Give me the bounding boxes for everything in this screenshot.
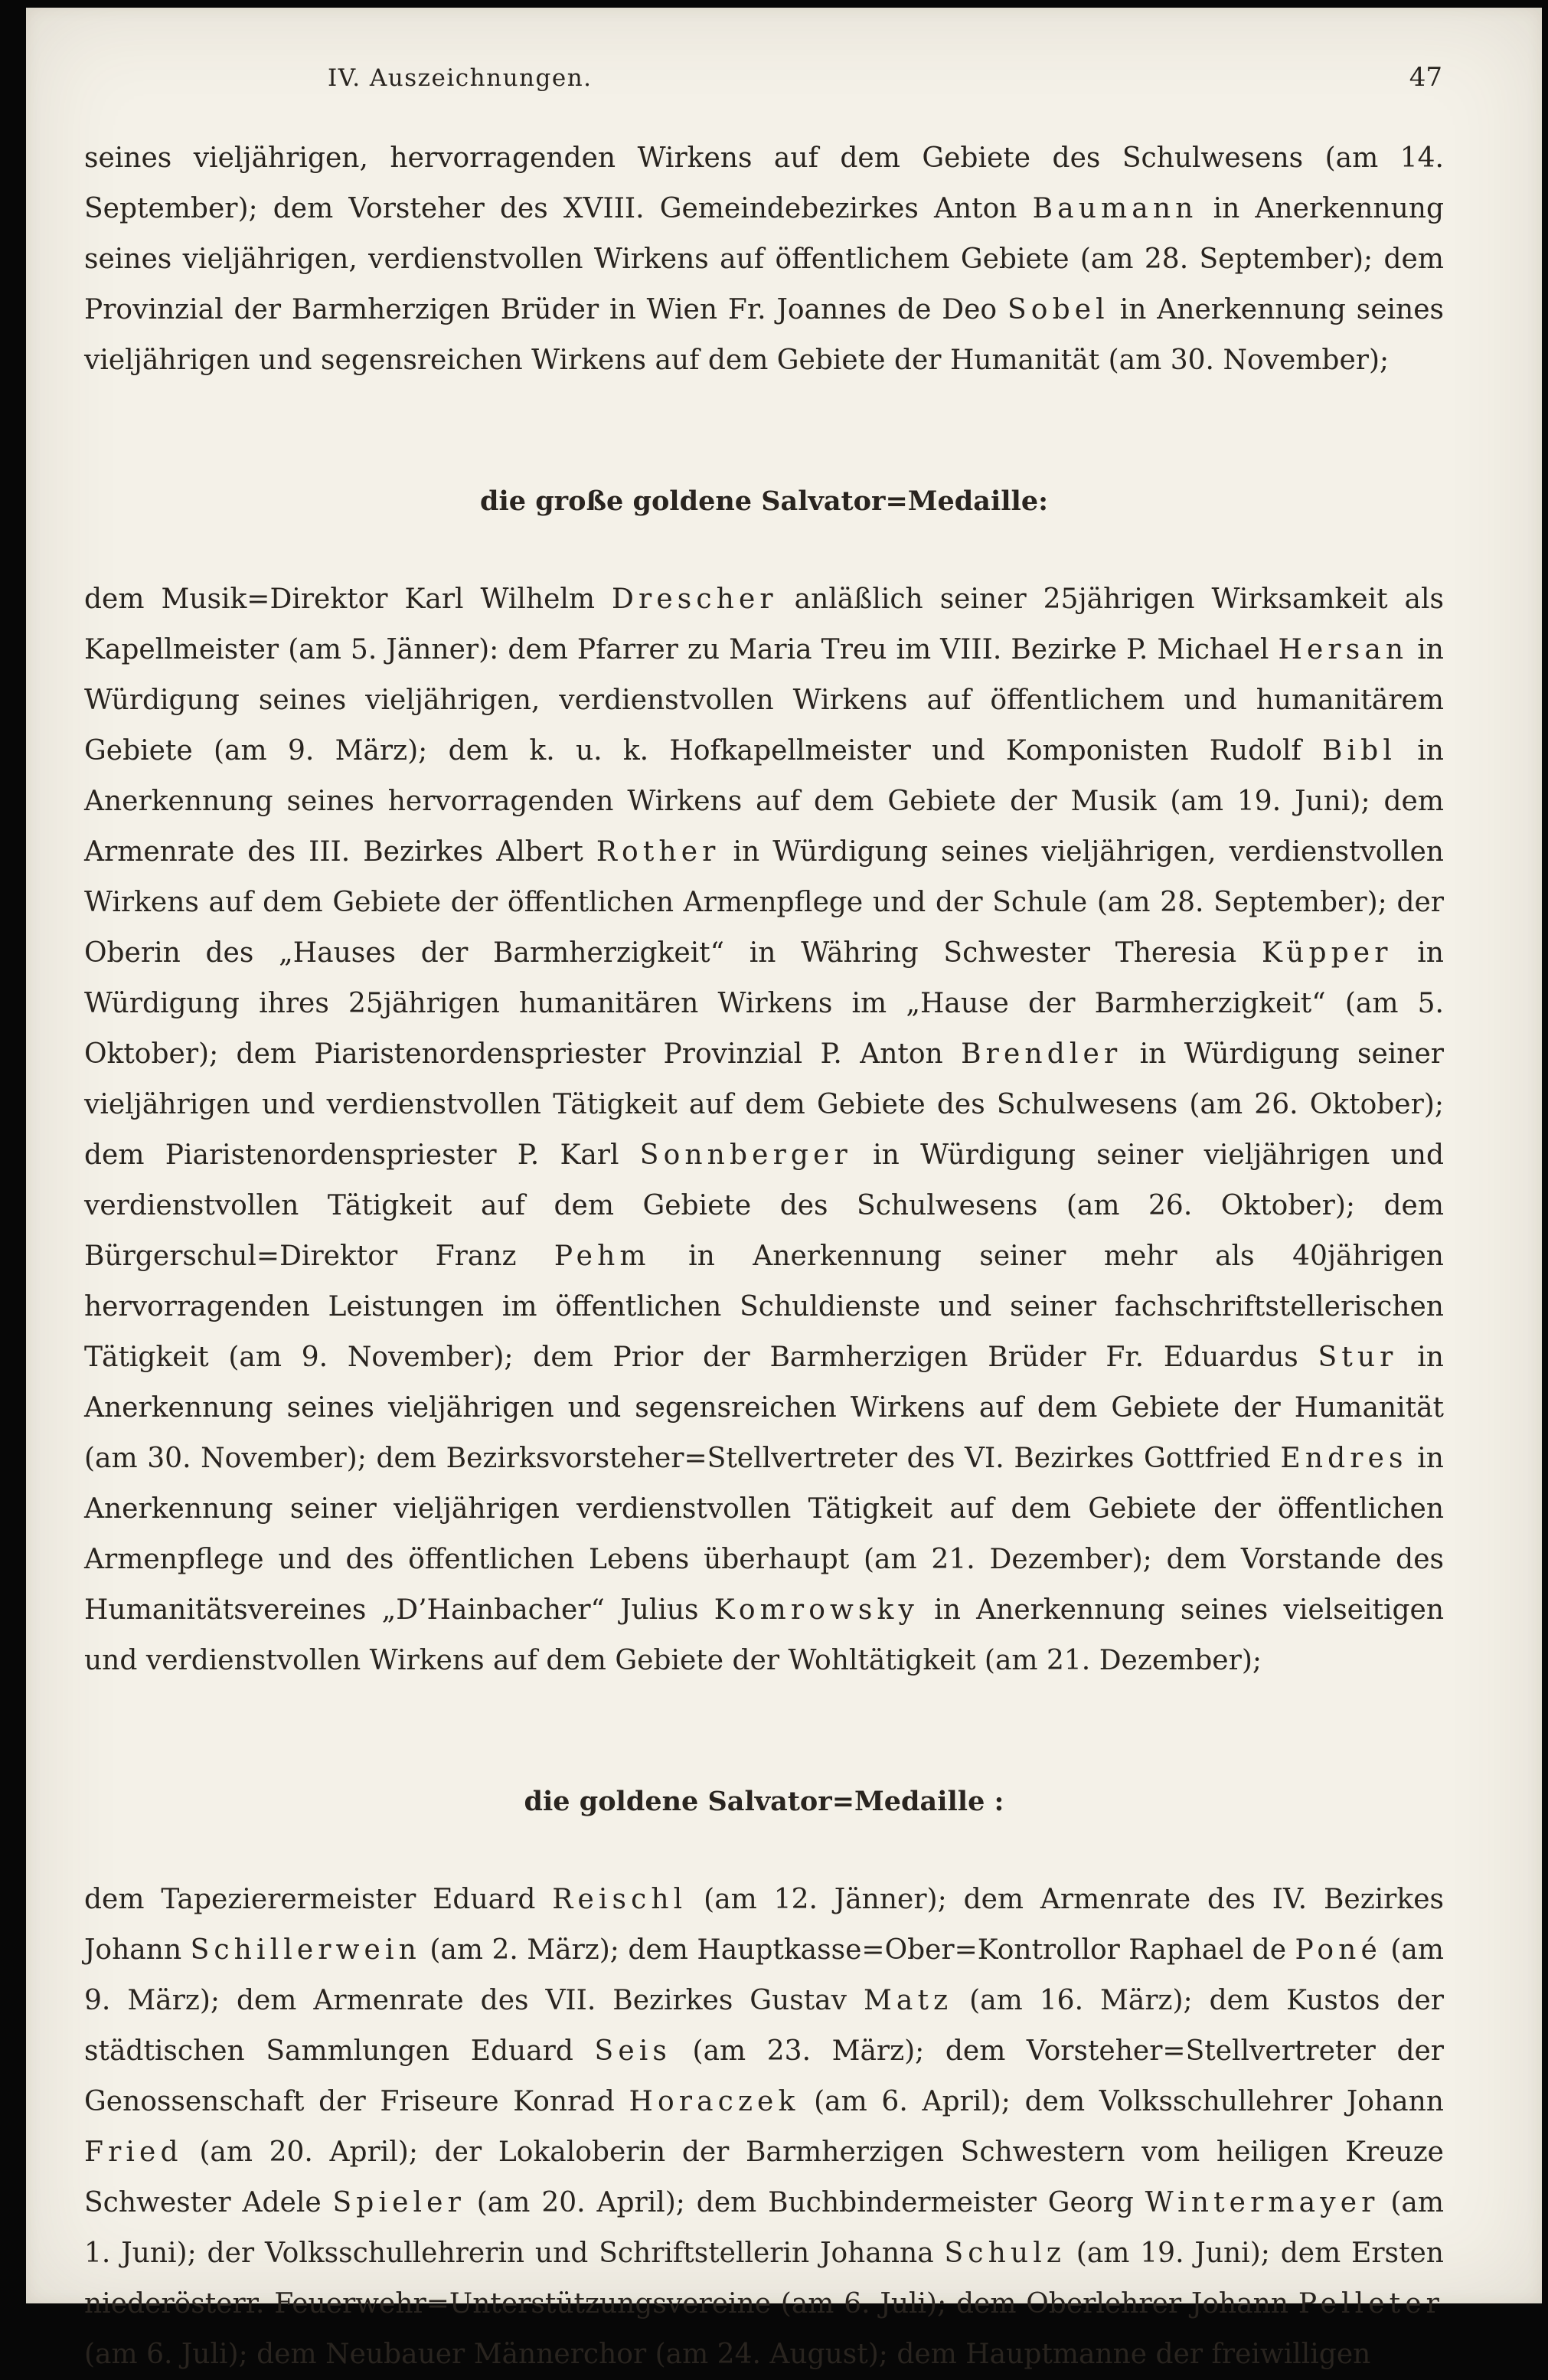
paragraph-text: dem Musik=Direktor Karl Wilhelm (84, 584, 612, 615)
paragraph-text: (am 6. April); dem Volksschullehrer Johann (799, 2086, 1444, 2117)
person-name: Schillerwein (190, 1934, 421, 1966)
person-name: Baumann (1032, 193, 1198, 224)
person-name: Sonnberger (639, 1139, 852, 1171)
paragraph-text: in Würdigung seiner vieljährigen und verdienstvollen Tätigkeit auf dem Gebiete des Schulwesens (am 26. Oktober); dem Bürgerschul=Direktor Franz (84, 1139, 1444, 1272)
paragraph (84, 1875, 1444, 2380)
paragraph-text: (am 9. März); dem Armenrate des VII. Bezirkes Gustav (84, 1934, 1444, 2016)
paragraph-text: (am 19. Juni); dem Ersten niederösterr. Feuerwehr=Unterstützungsvereine (am 6. Juli); dem Oberlehrer Johann (84, 2238, 1444, 2320)
person-name: Reischl (552, 1884, 687, 1915)
paragraph-text: in Anerkennung seiner mehr als 40jährigen hervorragenden Leistungen im öffentlichen Schuldienste und seiner fachschriftstellerischen Tätigkeit (am 9. November); dem Prior der Barmherzigen Brüder Fr. Eduardus (84, 1241, 1444, 1373)
person-name: Horaczek (629, 2086, 800, 2117)
paragraph-text: (am 12. Jänner); dem Armenrate des IV. Bezirkes Johann (84, 1884, 1444, 1966)
person-name: Hersan (1278, 634, 1409, 665)
person-name: Wintermayer (1145, 2187, 1380, 2218)
person-name: Pelleter (1298, 2288, 1444, 2320)
page-number: 47 (1409, 62, 1442, 93)
paragraph-text: in Anerkennung seiner vieljährigen verdienstvollen Tätigkeit auf dem Gebiete der öffentlichen Armenpflege und des öffentlichen Lebens überhaupt (am 21. Dezember); dem Vorstande des Humanitätsvereines „D’Hainbacher“ Julius (84, 1443, 1444, 1626)
person-name: Fried (84, 2136, 183, 2168)
paragraph (84, 133, 1444, 386)
paragraph-text: in Würdigung seines vieljährigen, verdienstvollen Wirkens auf dem Gebiete der öffentlichen Armenpflege und der Schule (am 28. September); der Oberin des „Hauses der Barmherzigkeit“ in Währing Schwester Theresia (84, 836, 1444, 969)
paragraph-text: (am 16. März); dem Kustos der städtischen Sammlungen Eduard (84, 1985, 1444, 2067)
paragraph-text: anläßlich seiner 25jährigen Wirksamkeit als Kapellmeister (am 5. Jänner): dem Pfarrer zu Maria Treu im VIII. Bezirke P. Michael (84, 584, 1444, 665)
paragraph-text: (am 6. Juli); dem Neubauer Männerchor (am 24. August); dem Hauptmanne der freiwilligen (84, 2339, 1371, 2370)
person-name: Pehm (554, 1241, 651, 1272)
paragraph-text: (am 23. März); dem Vorsteher=Stellvertreter der Genossenschaft der Friseure Konrad (84, 2035, 1445, 2117)
paragraph-text: seines vieljährigen, hervorragenden Wirkens auf dem Gebiete des Schulwesens (am 14. September); dem Vorsteher des XVIII. Gemeindebezirkes Anton (84, 142, 1444, 224)
person-name: Stur (1318, 1342, 1398, 1373)
paragraph-text: (am 20. April); dem Buchbindermeister Georg (465, 2187, 1145, 2218)
person-name: Seis (594, 2035, 671, 2067)
paragraph-text: in Anerkennung seines vieljährigen und segensreichen Wirkens auf dem Gebiete der Humanität (am 30. November); (84, 294, 1445, 376)
paragraph (84, 574, 1444, 1686)
chapter-running-title: IV. Auszeichnungen. (328, 64, 593, 92)
paragraph-text: (am 2. März); dem Hauptkasse=Ober=Kontrollor Raphael de (420, 1934, 1295, 1966)
paragraph-text: (am 20. April); der Lokaloberin der Barmherzigen Schwestern vom heiligen Kreuze Schwester Adele (84, 2136, 1444, 2218)
person-name: Rother (596, 836, 720, 868)
section-heading: die goldene Salvator=Medaille : (524, 1786, 1004, 1817)
book-page (26, 8, 1542, 2370)
section-heading: die große goldene Salvator=Medaille: (479, 485, 1049, 517)
person-name: Brendler (961, 1038, 1122, 1070)
paragraph-text: (am 1. Juni); der Volksschullehrerin und Schriftstellerin Johanna (84, 2187, 1444, 2269)
person-name: Küpper (1261, 937, 1393, 969)
paragraph-text: in Würdigung seines vieljährigen, verdienstvollen Wirkens auf öffentlichem und humanitärem Gebiete (am 9. März); dem k. u. k. Hofkapellmeister und Komponisten Rudolf (84, 634, 1444, 767)
person-name: Poné (1295, 1934, 1382, 1966)
paragraph-text: in Anerkennung seines hervorragenden Wirkens auf dem Gebiete der Musik (am 19. Juni); dem Armenrate des III. Bezirkes Albert (84, 735, 1444, 868)
person-name: Komrowsky (714, 1594, 919, 1626)
page-header (84, 64, 1444, 100)
paragraph-text: in Anerkennung seines vielseitigen und verdienstvollen Wirkens auf dem Gebiete der Wohltätigkeit (am 21. Dezember); (84, 1594, 1445, 1676)
paragraph-text: in Würdigung ihres 25jährigen humanitären Wirkens im „Hause der Barmherzigkeit“ (am 5. Oktober); dem Piaristenordenspriester Provinzial P. Anton (84, 937, 1444, 1070)
paragraph-text: dem Tapezierermeister Eduard (84, 1884, 553, 1915)
person-name: Sobel (1008, 294, 1109, 325)
person-name: Spieler (332, 2187, 465, 2218)
person-name: Endres (1280, 1443, 1408, 1474)
person-name: Drescher (612, 584, 778, 615)
paragraph-text: in Anerkennung seines vieljährigen und segensreichen Wirkens auf dem Gebiete der Humanität (am 30. November); dem Bezirksvorsteher=Stellvertreter des VI. Bezirkes Gottfried (84, 1342, 1444, 1474)
paragraph-text: in Anerkennung seines vieljährigen, verdienstvollen Wirkens auf öffentlichem Gebiete (am 28. September); dem Provinzial der Barmherzigen Brüder in Wien Fr. Joannes de Deo (84, 193, 1444, 325)
page-body (84, 133, 1444, 2380)
paragraph-text: in Würdigung seiner vieljährigen und verdienstvollen Tätigkeit auf dem Gebiete des Schulwesens (am 26. Oktober); dem Piaristenordenspriester P. Karl (84, 1038, 1444, 1171)
person-name: Schulz (944, 2238, 1066, 2269)
person-name: Matz (863, 1985, 953, 2016)
person-name: Bibl (1321, 735, 1396, 767)
